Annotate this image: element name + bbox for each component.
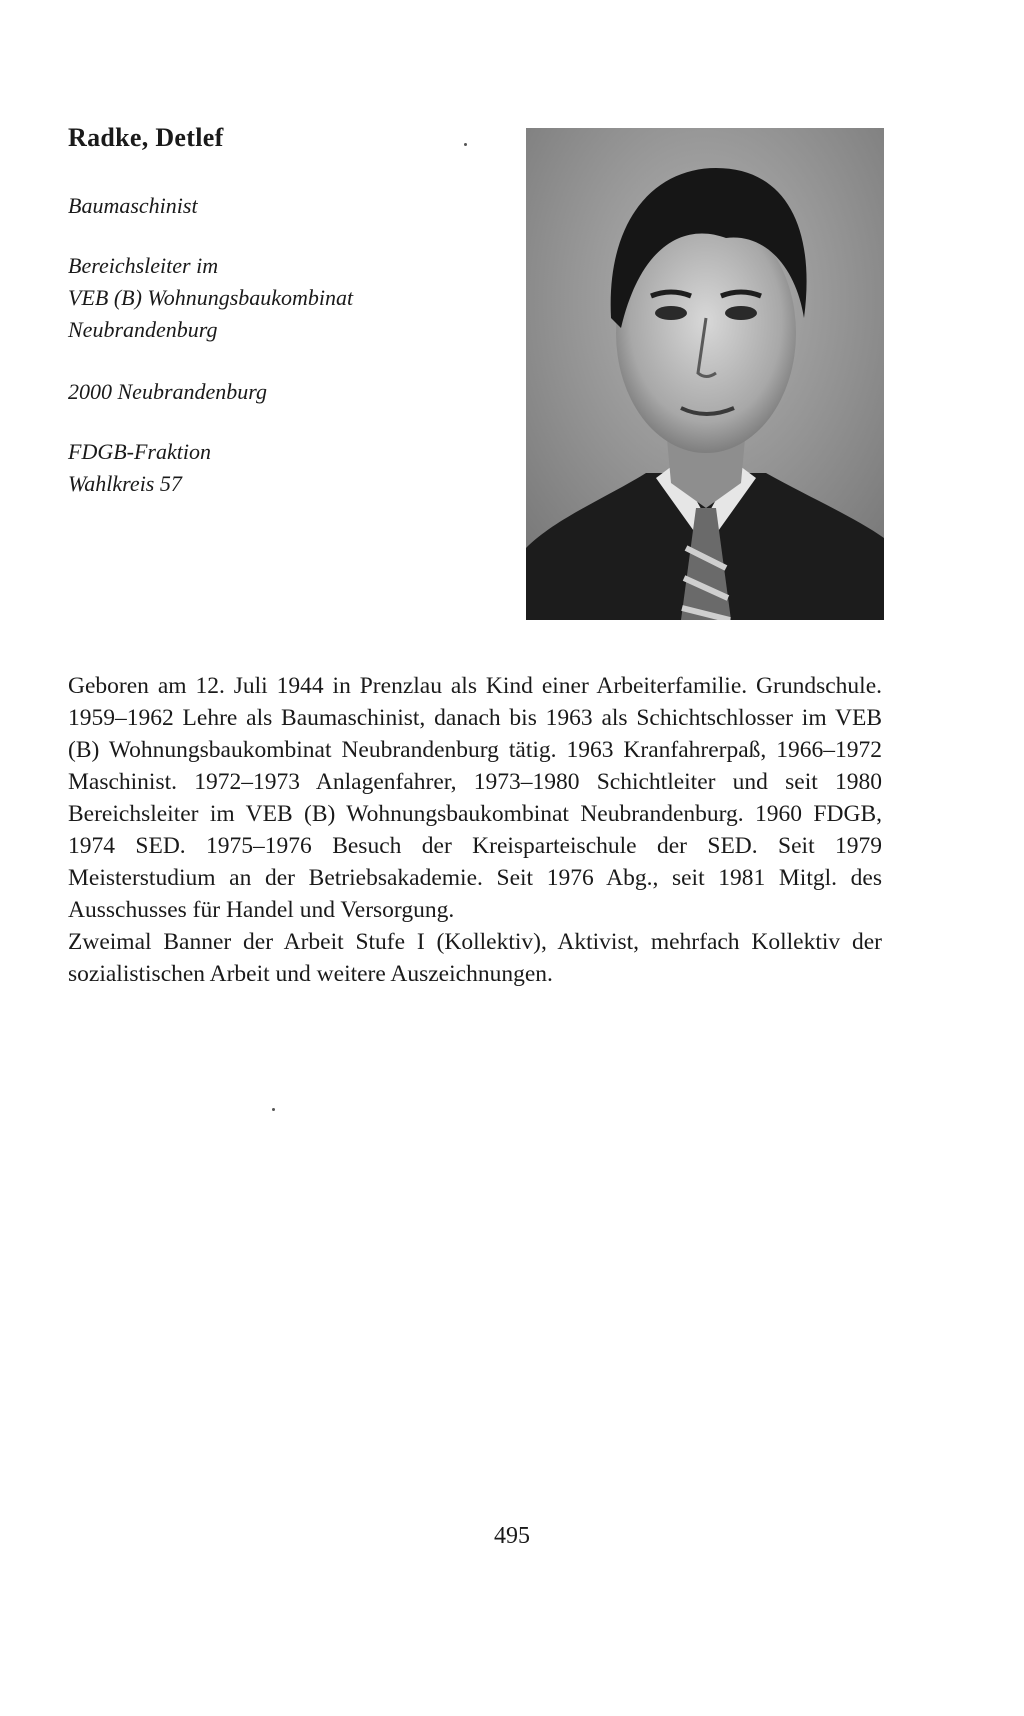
print-speck	[464, 143, 467, 146]
biography-paragraph: Zweimal Banner der Arbeit Stufe I (Kollektiv), Aktivist, mehrfach Kollektiv der sozialistischen Arbeit und weitere Auszeichnungen.	[68, 929, 882, 987]
portrait-illustration	[526, 128, 884, 620]
biography-paragraph: Geboren am 12. Juli 1944 in Prenzlau als Kind einer Arbeiterfamilie. Grundschule. 1959–1962 Lehre als Baumaschinist, danach bis 1963 als Schichtschlosser im VEB (B) Wohnungsbaukombinat Neubrandenburg tätig. 1963 Kranfahrerpaß, 1966–1972 Maschinist. 1972–1973 Anlagenfahrer, 1973–1980 Schichtleiter und seit 1980 Bereichsleiter im VEB (B) Wohnungsbaukombinat Neubrandenburg. 1960 FDGB, 1974 SED. 1975–1976 Besuch der Kreisparteischule der SED. Seit 1979 Meisterstudium an der Betriebsakademie. Seit 1976 Abg., seit 1981 Mitgl. des Ausschusses für Handel und Versorgung.	[68, 673, 882, 923]
occupation	[68, 190, 198, 222]
portrait-photo	[526, 128, 884, 620]
page-number: 495	[494, 1523, 530, 1549]
location-text: 2000 Neubrandenburg	[68, 379, 268, 404]
biography	[68, 670, 882, 990]
right-eye	[725, 306, 757, 320]
position-line: VEB (B) Wohnungsbaukombinat	[68, 285, 354, 310]
location	[68, 376, 267, 408]
position	[68, 250, 353, 346]
occupation-text: Baumaschinist	[68, 193, 198, 218]
print-speck	[272, 1108, 275, 1111]
entry-name: Radke, Detlef	[68, 123, 224, 152]
left-eye	[655, 306, 687, 320]
constituency-line: Wahlkreis 57	[68, 471, 182, 496]
faction-line: FDGB-Fraktion	[68, 439, 211, 464]
position-line: Bereichsleiter im	[68, 253, 219, 278]
position-line: Neubrandenburg	[68, 317, 218, 342]
faction	[68, 436, 211, 500]
